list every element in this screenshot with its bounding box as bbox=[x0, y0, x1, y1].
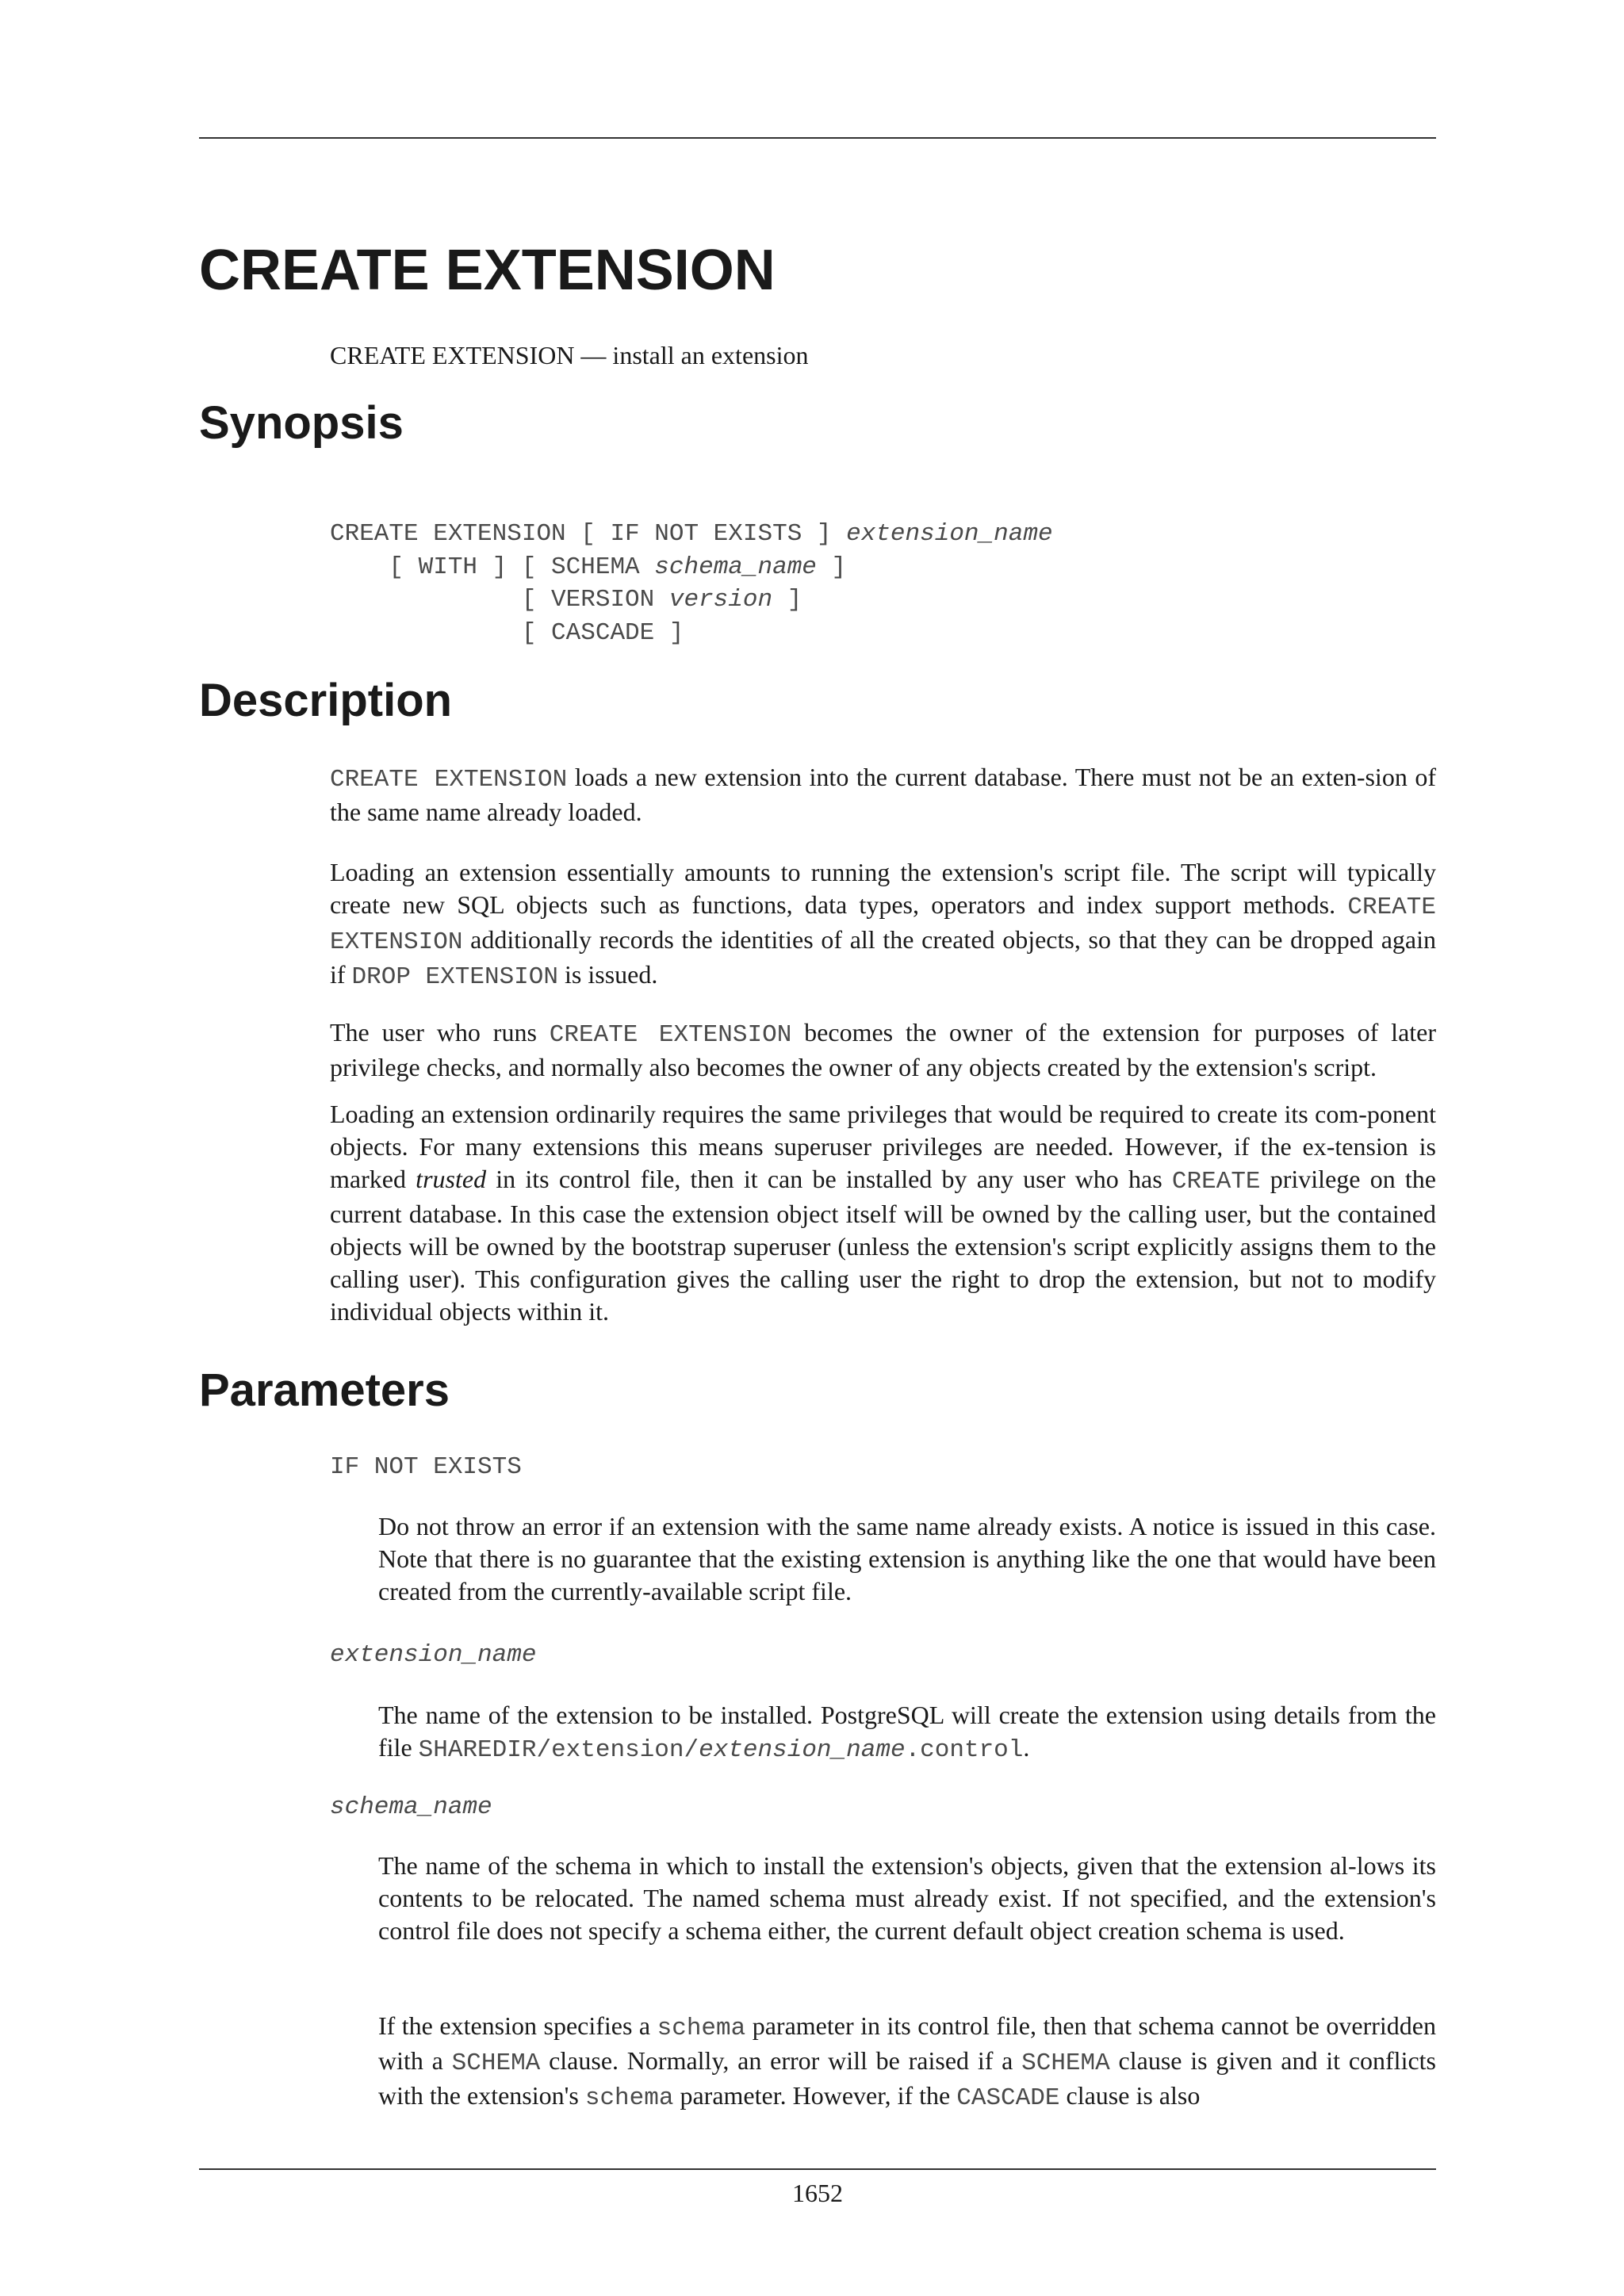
param-desc-schema-name: The name of the schema in which to install the extension's objects, given that the extension al-lows its contents to be relocated. The named schema must already exist. If not specified, and the extension's control file does not specify a schema either, the current default object creation schema is used. bbox=[378, 1851, 1436, 1945]
param-desc-extension-name: The name of the extension to be installed. PostgreSQL will create the extension using details from the file SHAREDIR/extension/extension_name.control. bbox=[378, 1701, 1436, 1764]
description-paragraph-3: The user who runs CREATE EXTENSION becomes the owner of the extension for purposes of later privilege checks, and normally also becomes the owner of any objects created by the extension's script. bbox=[330, 1018, 1437, 1081]
footer-rule bbox=[199, 2168, 1436, 2170]
param-term-schema-name: schema_name bbox=[330, 1793, 492, 1821]
refpurpose: CREATE EXTENSION — install an extension bbox=[330, 341, 809, 369]
synopsis-line-4: [ CASCADE ] bbox=[330, 618, 684, 647]
description-paragraph-2: Loading an extension essentially amounts to running the extension's script file. The script will typically create new SQL objects such as functions, data types, operators and index support methods. CREATE EXTENSION additionally records the identities of all the created objects, so that they can be dropped again if DROP EXTENSION is issued. bbox=[330, 858, 1436, 991]
header-rule bbox=[199, 137, 1436, 139]
param-term-if-not-exists: IF NOT EXISTS bbox=[330, 1453, 522, 1481]
param-desc-schema-name-2: If the extension specifies a schema parameter in its control file, then that schema cannot be overridden with a SCHEMA clause. Normally, an error will be raised if a SCHEMA clause is given and it conflicts with the extension's schema parameter. However, if the CASCADE clause is also bbox=[378, 2011, 1437, 2112]
section-heading-parameters: Parameters bbox=[199, 1364, 450, 1416]
synopsis-line-1: CREATE EXTENSION [ IF NOT EXISTS ] extension_name bbox=[330, 520, 1053, 548]
param-desc-if-not-exists: Do not throw an error if an extension with the same name already exists. A notice is issued in this case. Note that there is no guarantee that the existing extension is anything like the one that would have been created from the currently-available script file. bbox=[378, 1512, 1436, 1605]
param-term-extension-name: extension_name bbox=[330, 1641, 537, 1669]
synopsis-line-3: [ VERSION version ] bbox=[330, 586, 802, 614]
page-title: CREATE EXTENSION bbox=[199, 239, 776, 302]
description-paragraph-1: CREATE EXTENSION loads a new extension into the current database. There must not be an exten-sion of the same name already loaded. bbox=[330, 763, 1437, 826]
synopsis-block bbox=[330, 518, 1053, 649]
section-heading-synopsis: Synopsis bbox=[199, 397, 404, 449]
description-paragraph-4: Loading an extension ordinarily requires the same privileges that would be required to create its com-ponent objects. For many extensions this means superuser privileges are needed. However, if the ex-tension is marked trusted in its control file, then it can be installed by any user who has CREATE privilege on the current database. In this case the extension object itself will be owned by the calling user, but the contained objects will be owned by the bootstrap superuser (unless the extension's script explicitly assigns them to the calling user). This configuration gives the calling user the right to drop the extension, but not to modify individual objects within it. bbox=[330, 1100, 1437, 1326]
section-heading-description: Description bbox=[199, 675, 453, 726]
page-number: 1652 bbox=[792, 2179, 843, 2207]
synopsis-line-2: [ WITH ] [ SCHEMA schema_name ] bbox=[330, 553, 847, 581]
